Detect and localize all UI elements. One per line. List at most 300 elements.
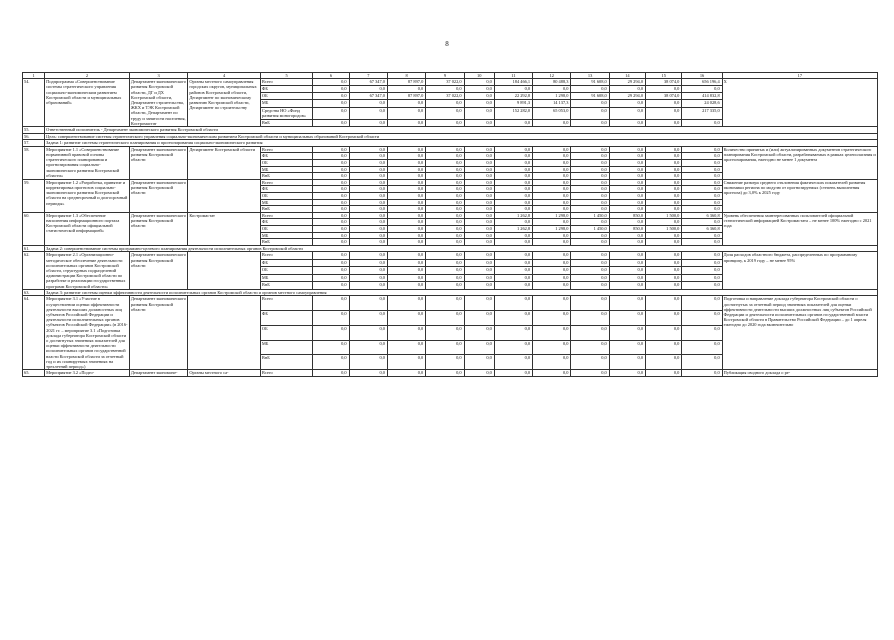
funding-value: 0,0	[464, 79, 494, 86]
column-number-header: 8	[387, 73, 425, 79]
funding-value: 0,0	[646, 325, 682, 340]
page-number: 8	[445, 40, 449, 48]
funding-value: 38 074,0	[646, 93, 682, 100]
funding-value: 0,0	[387, 153, 425, 160]
funding-value: 0,0	[426, 173, 464, 180]
funding-value: 0,0	[349, 274, 387, 281]
co-executor: Департамент Костромской области	[188, 146, 261, 179]
funding-value: 0,0	[464, 212, 494, 219]
funding-value: 0,0	[682, 252, 722, 259]
funding-value: 0,0	[349, 212, 387, 219]
funding-value: 0,0	[313, 252, 349, 259]
funding-value: 0,0	[349, 267, 387, 274]
funding-value: 1 298,0	[533, 212, 571, 219]
column-number-header: 10	[464, 73, 494, 79]
funding-value: 0,0	[349, 232, 387, 239]
funding-value: 0,0	[464, 153, 494, 160]
funding-value: 0,0	[533, 179, 571, 186]
funding-value: 0,0	[313, 199, 349, 206]
funding-source: ФБ	[260, 186, 312, 193]
funding-source: Всего	[260, 179, 312, 186]
funding-value: 0,0	[464, 179, 494, 186]
funding-value: 0,0	[494, 282, 532, 289]
funding-value: 0,0	[571, 153, 609, 160]
section-row	[23, 133, 878, 140]
funding-value: 0,0	[387, 166, 425, 173]
funding-value: 0,0	[533, 119, 571, 126]
funding-value: 0,0	[609, 340, 645, 355]
funding-value: 0,0	[682, 173, 722, 180]
row-number: 56.	[23, 133, 45, 140]
funding-value: 0,0	[313, 179, 349, 186]
row-number: 63.	[23, 289, 45, 296]
responsible-executor: Департамент экономического развития Костромской области	[129, 252, 187, 289]
row-number: 55.	[23, 127, 45, 134]
funding-value: 0,0	[609, 173, 645, 180]
funding-source: Всего	[260, 146, 312, 153]
funding-source: ОБ	[260, 225, 312, 232]
measure-name: Подпрограмма «Совершенствование системы стратегического управления социально-экономическим развитием Костромской области и муниципальных образований»	[45, 79, 130, 127]
funding-value: 0,0	[646, 282, 682, 289]
funding-value: 0,0	[349, 146, 387, 153]
funding-source: ОБ	[260, 93, 312, 100]
funding-value: 0,0	[313, 93, 349, 100]
table-row	[23, 212, 878, 219]
funding-value: 0,0	[533, 274, 571, 281]
funding-source: Всего	[260, 296, 312, 311]
funding-value: 0,0	[464, 274, 494, 281]
funding-value: 0,0	[494, 166, 532, 173]
funding-value: 0,0	[571, 166, 609, 173]
funding-value: 0,0	[426, 206, 464, 213]
funding-value: 0,0	[313, 212, 349, 219]
funding-value: 0,0	[682, 274, 722, 281]
column-number-header: 17	[722, 73, 877, 79]
funding-value: 0,0	[682, 219, 722, 226]
funding-value: 29 294,0	[609, 93, 645, 100]
funding-value: 0,0	[646, 192, 682, 199]
funding-value: 0,0	[646, 311, 682, 326]
funding-value: 0,0	[349, 119, 387, 126]
funding-value: 0,0	[646, 100, 682, 107]
funding-value: 0,0	[349, 107, 387, 119]
funding-value: 0,0	[533, 232, 571, 239]
funding-value: 0,0	[609, 355, 645, 370]
funding-value: 0,0	[313, 186, 349, 193]
funding-value: 67 347,0	[349, 79, 387, 86]
funding-value: 0,0	[571, 325, 609, 340]
funding-value: 37 022,0	[426, 93, 464, 100]
row-number: 64.	[23, 296, 45, 370]
funding-value: 0,0	[609, 325, 645, 340]
funding-value: 0,0	[387, 173, 425, 180]
responsible-executor: Департамент экономического развития Костромской области	[129, 212, 187, 245]
funding-value: 0,0	[426, 267, 464, 274]
funding-value: 0,0	[682, 325, 722, 340]
funding-value: 0,0	[313, 311, 349, 326]
funding-value: 0,0	[387, 100, 425, 107]
funding-value: 0,0	[387, 340, 425, 355]
row-number: 57.	[23, 140, 45, 147]
funding-value: 0,0	[426, 186, 464, 193]
expected-result: X	[722, 79, 877, 127]
funding-value: 0,0	[313, 160, 349, 167]
funding-value: 0,0	[682, 119, 722, 126]
funding-value: 0,0	[571, 239, 609, 246]
funding-value: 0,0	[464, 93, 494, 100]
funding-value: 0,0	[494, 355, 532, 370]
section-text: Ответственный исполнитель - Департамент экономического развития Костромской области	[45, 127, 878, 134]
column-number-header: 2	[45, 73, 130, 79]
funding-value: 0,0	[464, 160, 494, 167]
funding-value: 1 450,0	[571, 225, 609, 232]
funding-source: МБ	[260, 199, 312, 206]
funding-value: 0,0	[609, 206, 645, 213]
column-number-header: 1	[23, 73, 45, 79]
funding-value: 0,0	[571, 274, 609, 281]
funding-value: 0,0	[571, 173, 609, 180]
funding-source: ВнБ	[260, 206, 312, 213]
funding-value: 0,0	[426, 274, 464, 281]
funding-value: 0,0	[313, 219, 349, 226]
funding-value: 0,0	[494, 296, 532, 311]
funding-value: 0,0	[571, 340, 609, 355]
funding-value: 0,0	[313, 100, 349, 107]
funding-value: 6 360,8	[682, 225, 722, 232]
funding-source: ОБ	[260, 325, 312, 340]
funding-source: МБ	[260, 166, 312, 173]
funding-value: 0,0	[464, 173, 494, 180]
funding-value: 0,0	[571, 282, 609, 289]
funding-value: 0,0	[571, 192, 609, 199]
funding-value: 0,0	[494, 192, 532, 199]
funding-value: 0,0	[571, 311, 609, 326]
section-text: Задача 1: развитие системы стратегического планирования и прогнозирования социально-экономического развития	[45, 140, 878, 147]
funding-value: 0,0	[494, 206, 532, 213]
budget-table-container	[22, 72, 878, 377]
funding-value: 0,0	[313, 225, 349, 232]
funding-value: 0,0	[426, 355, 464, 370]
funding-value: 0,0	[609, 160, 645, 167]
funding-value: 0,0	[426, 146, 464, 153]
funding-value: 0,0	[571, 86, 609, 93]
funding-value: 0,0	[426, 340, 464, 355]
funding-value: 0,0	[464, 100, 494, 107]
funding-value: 0,0	[609, 282, 645, 289]
funding-value: 0,0	[533, 86, 571, 93]
funding-value: 0,0	[494, 173, 532, 180]
funding-value: 0,0	[646, 232, 682, 239]
funding-source: ВнБ	[260, 355, 312, 370]
funding-value: 24 028,6	[682, 100, 722, 107]
funding-value: 0,0	[313, 239, 349, 246]
funding-value: 0,0	[313, 192, 349, 199]
measure-name: Мероприятие 3.1 «Участие в осуществлении оценки эффективности деятельности высших должностных лиц субъектов Российской Федерации и деятельности исполнительных органов субъектов Российской Федерации» (в 2016-2021 гг. – мероприятие 3.1 «Подготовка доклада губернатора Костромской области о достигнутых значениях показателей для оценки эффективности деятельности исполнительных органов государственной власти Костромской области за отчетный год и их планируемых значениях на трехлетний период»)	[46, 296, 128, 369]
funding-value: 0,0	[571, 146, 609, 153]
funding-value: 0,0	[533, 173, 571, 180]
row-number: 60.	[23, 212, 45, 245]
funding-value: 0,0	[609, 146, 645, 153]
funding-value: 91 608,0	[571, 93, 609, 100]
funding-value: 0,0	[646, 119, 682, 126]
funding-value: 0,0	[313, 274, 349, 281]
funding-value: 0,0	[464, 219, 494, 226]
funding-source: МБ	[260, 100, 312, 107]
funding-value: 0,0	[682, 153, 722, 160]
funding-value: 0,0	[571, 355, 609, 370]
co-executor	[188, 296, 261, 370]
funding-value: 0,0	[387, 252, 425, 259]
funding-value: 0,0	[426, 259, 464, 266]
funding-value: 0,0	[464, 239, 494, 246]
funding-value: 0,0	[426, 296, 464, 311]
funding-value: 0,0	[571, 199, 609, 206]
funding-value: 65 053,0	[533, 107, 571, 119]
funding-value: 0,0	[387, 355, 425, 370]
funding-value: 1 262,8	[494, 225, 532, 232]
funding-value: 0,0	[646, 370, 682, 377]
funding-value: 0,0	[571, 160, 609, 167]
funding-value: 0,0	[349, 355, 387, 370]
funding-value: 0,0	[533, 355, 571, 370]
funding-value: 0,0	[387, 86, 425, 93]
column-number-header: 9	[426, 73, 464, 79]
expected-result: Подготовка и направление доклада губернатора Костромской области о достигнутых за отчетный период значениях показателей для оценки эффективности деятельности высших должностных лиц субъектов Российской Федерации и деятельности исполнительных органов государственной власти Костромской области в Правительство Российской Федерации – до 1 апреля ежегодно до 2020 года включительно	[722, 296, 877, 370]
funding-value: 0,0	[494, 146, 532, 153]
funding-value: 0,0	[609, 274, 645, 281]
funding-value: 0,0	[533, 146, 571, 153]
funding-value: 1 298,0	[533, 225, 571, 232]
funding-value: 0,0	[313, 232, 349, 239]
funding-value: 0,0	[387, 219, 425, 226]
column-number-header: 16	[682, 73, 722, 79]
funding-value: 0,0	[426, 232, 464, 239]
funding-value: 0,0	[464, 186, 494, 193]
funding-value: 0,0	[464, 355, 494, 370]
funding-value: 0,0	[464, 119, 494, 126]
co-executor	[188, 179, 261, 212]
funding-source: ФБ	[260, 153, 312, 160]
funding-value: 1 450,0	[571, 212, 609, 219]
funding-value: 0,0	[571, 267, 609, 274]
funding-value: 0,0	[609, 186, 645, 193]
funding-value: 0,0	[646, 296, 682, 311]
funding-value: 0,0	[464, 325, 494, 340]
funding-value: 0,0	[571, 206, 609, 213]
funding-value: 0,0	[387, 107, 425, 119]
funding-value: 0,0	[387, 239, 425, 246]
funding-value: 0,0	[609, 252, 645, 259]
funding-value: 850,0	[609, 212, 645, 219]
funding-value: 0,0	[426, 225, 464, 232]
expected-result: Публикация сводного доклада о ре-	[722, 370, 877, 377]
funding-value: 0,0	[494, 259, 532, 266]
funding-value: 0,0	[464, 370, 494, 377]
funding-value: 0,0	[571, 186, 609, 193]
funding-value: 0,0	[313, 153, 349, 160]
row-number: 58.	[23, 146, 45, 179]
funding-value: 0,0	[646, 206, 682, 213]
funding-value: 0,0	[682, 160, 722, 167]
funding-value: 0,0	[426, 179, 464, 186]
funding-value: 22 292,8	[494, 93, 532, 100]
funding-value: 0,0	[464, 311, 494, 326]
funding-value: 0,0	[609, 311, 645, 326]
funding-source: Всего	[260, 79, 312, 86]
funding-source: ФБ	[260, 311, 312, 326]
measure-name: Мероприятие 1.1 «Совершенствование нормативной правовой основы стратегического планирования и прогнозирования социально-экономического развития Костромской области»	[45, 146, 130, 179]
funding-value: 0,0	[609, 232, 645, 239]
funding-value: 0,0	[494, 311, 532, 326]
funding-value: 0,0	[387, 267, 425, 274]
funding-value: 0,0	[464, 259, 494, 266]
funding-value: 0,0	[533, 219, 571, 226]
expected-result: Уровень обеспечения заинтересованных пользователей официальной статистической информацией Костромастата – не менее 100% ежегодно с 2021 года	[722, 212, 877, 245]
table-row	[23, 146, 878, 153]
funding-value: 0,0	[349, 153, 387, 160]
funding-value: 0,0	[682, 296, 722, 311]
funding-value: 0,0	[349, 239, 387, 246]
funding-value: 0,0	[494, 186, 532, 193]
co-executor: Органы местного самоуправления городских округов, муниципальных районов Костромской области, Департамент по экономическому развитию Костромской области, Департамент по строительству	[188, 79, 261, 127]
funding-value: 0,0	[426, 199, 464, 206]
funding-value: 0,0	[646, 252, 682, 259]
funding-value: 0,0	[349, 225, 387, 232]
funding-value: 0,0	[313, 86, 349, 93]
funding-value: 0,0	[646, 259, 682, 266]
funding-value: 0,0	[464, 232, 494, 239]
funding-value: 0,0	[609, 239, 645, 246]
funding-source: ФБ	[260, 259, 312, 266]
funding-value: 0,0	[313, 296, 349, 311]
funding-value: 0,0	[571, 100, 609, 107]
funding-value: 0,0	[646, 186, 682, 193]
funding-value: 0,0	[349, 186, 387, 193]
funding-value: 0,0	[426, 153, 464, 160]
funding-value: 0,0	[313, 267, 349, 274]
funding-value: 0,0	[387, 192, 425, 199]
funding-value: 0,0	[682, 267, 722, 274]
co-executor: Органы местного са-	[188, 370, 261, 377]
funding-value: 0,0	[571, 252, 609, 259]
funding-value: 0,0	[387, 311, 425, 326]
funding-value: 0,0	[349, 340, 387, 355]
funding-value: 0,0	[571, 259, 609, 266]
funding-source: Всего	[260, 370, 312, 377]
funding-value: 0,0	[426, 219, 464, 226]
funding-value: 0,0	[426, 311, 464, 326]
funding-value: 0,0	[387, 232, 425, 239]
funding-value: 0,0	[387, 179, 425, 186]
funding-value: 0,0	[571, 119, 609, 126]
funding-value: 0,0	[313, 282, 349, 289]
funding-value: 0,0	[349, 206, 387, 213]
funding-value: 0,0	[682, 232, 722, 239]
funding-source: Всего	[260, 252, 312, 259]
section-row	[23, 289, 878, 296]
measure-name: Мероприятие 1.3 «Обеспечение наполнения информационного портала Костромской области официальной статистической информацией»	[45, 212, 130, 245]
funding-value: 0,0	[682, 355, 722, 370]
funding-value: 0,0	[464, 206, 494, 213]
funding-value: 0,0	[349, 192, 387, 199]
funding-value: 0,0	[533, 186, 571, 193]
funding-value: 0,0	[349, 199, 387, 206]
funding-value: 0,0	[313, 173, 349, 180]
funding-value: 0,0	[682, 179, 722, 186]
funding-value: 0,0	[387, 199, 425, 206]
funding-value: 0,0	[646, 179, 682, 186]
funding-value: 0,0	[646, 355, 682, 370]
funding-value: 0,0	[494, 219, 532, 226]
funding-source: ВнБ	[260, 239, 312, 246]
funding-value: 0,0	[349, 325, 387, 340]
funding-value: 0,0	[533, 259, 571, 266]
expected-result: Количество принятых и (или) актуализированных документов стратегического планирования Костромской области, разрабатываемых в рамках целеполагания и прогнозирования, ежегодно не менее 1 документа	[722, 146, 877, 179]
funding-value: 0,0	[571, 370, 609, 377]
funding-value: 0,0	[646, 267, 682, 274]
section-text: Задача 3: развитие системы оценки эффективности деятельности исполнительных органов Костромской области и органов местного самоуправления	[45, 289, 878, 296]
funding-value: 0,0	[426, 239, 464, 246]
funding-value: 0,0	[646, 166, 682, 173]
section-text: Задача 2: совершенствование системы программно-целевого планирования деятельности исполнительных органов Костромской области	[45, 245, 878, 252]
funding-value: 0,0	[646, 239, 682, 246]
funding-value: 0,0	[464, 146, 494, 153]
funding-value: 0,0	[609, 153, 645, 160]
funding-value: 0,0	[349, 173, 387, 180]
funding-value: 0,0	[494, 340, 532, 355]
funding-value: 0,0	[426, 212, 464, 219]
funding-value: 0,0	[313, 206, 349, 213]
section-row	[23, 140, 878, 147]
row-number: 62.	[23, 252, 45, 289]
funding-value: 0,0	[387, 282, 425, 289]
funding-value: 0,0	[571, 107, 609, 119]
column-number-header: 14	[609, 73, 645, 79]
funding-value: 0,0	[349, 160, 387, 167]
funding-value: 0,0	[609, 370, 645, 377]
measure-name: Мероприятие 1.2 «Разработка, принятие и корректировка прогнозов социально-экономического развития Костромской области на среднесрочный и долгосрочный периоды»	[45, 179, 130, 212]
funding-value: 0,0	[426, 86, 464, 93]
funding-value: 0,0	[533, 282, 571, 289]
funding-value: 0,0	[609, 100, 645, 107]
funding-value: 0,0	[494, 160, 532, 167]
funding-value: 0,0	[682, 311, 722, 326]
funding-value: 0,0	[609, 192, 645, 199]
funding-value: 0,0	[609, 296, 645, 311]
funding-value: 0,0	[387, 325, 425, 340]
funding-source: ВнБ	[260, 119, 312, 126]
funding-value: 0,0	[646, 340, 682, 355]
funding-value: 0,0	[494, 325, 532, 340]
table-row	[23, 179, 878, 186]
funding-value: 0,0	[387, 370, 425, 377]
funding-value: 0,0	[426, 119, 464, 126]
budget-table	[22, 72, 878, 377]
funding-value: 0,0	[387, 146, 425, 153]
funding-value: 0,0	[426, 100, 464, 107]
funding-value: 0,0	[349, 219, 387, 226]
funding-value: 87 897,0	[387, 93, 425, 100]
funding-value: 0,0	[494, 119, 532, 126]
funding-value: 0,0	[313, 107, 349, 119]
funding-value: 0,0	[682, 186, 722, 193]
funding-value: 0,0	[349, 370, 387, 377]
funding-value: 0,0	[646, 153, 682, 160]
section-row	[23, 245, 878, 252]
funding-value: 0,0	[571, 232, 609, 239]
funding-value: 0,0	[387, 274, 425, 281]
funding-value: 0,0	[494, 232, 532, 239]
